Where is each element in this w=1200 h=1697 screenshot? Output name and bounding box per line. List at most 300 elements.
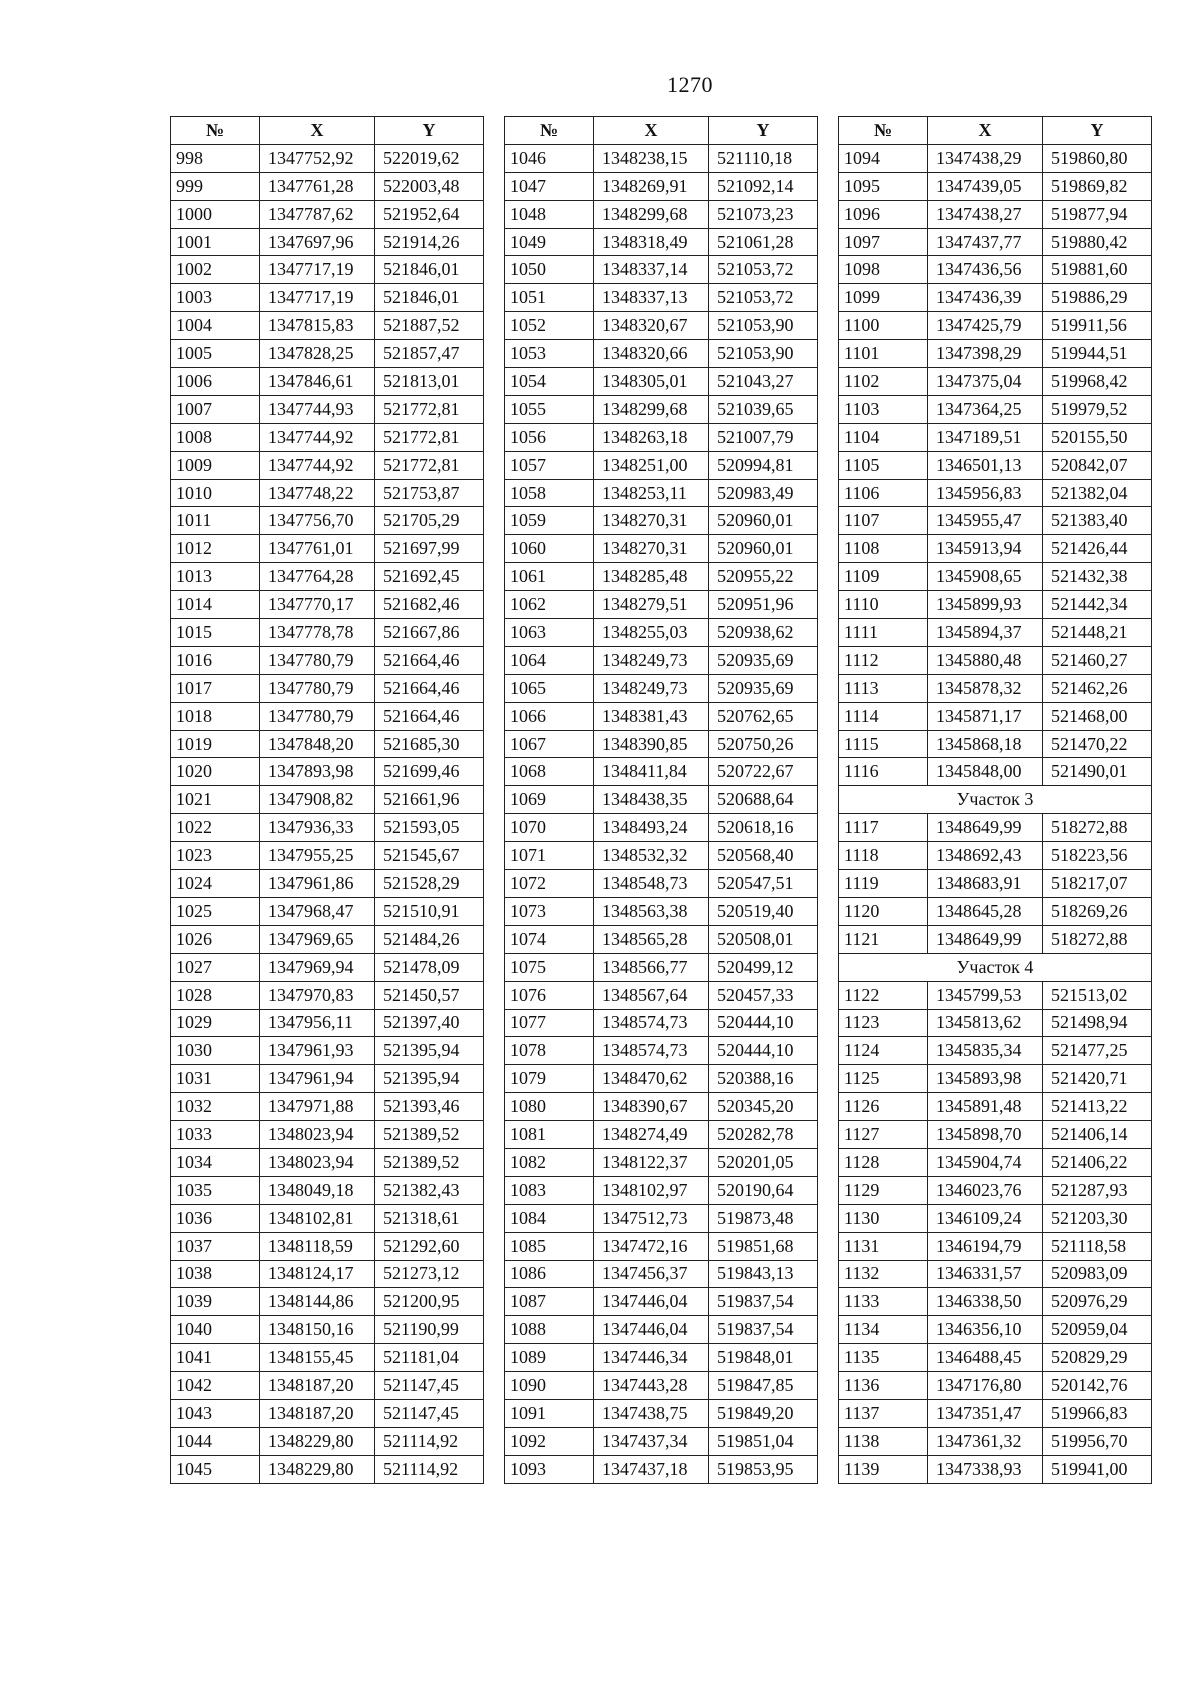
y-coordinate-cell: 521846,01 — [375, 284, 484, 312]
point-number-cell: 1024 — [171, 870, 260, 898]
table-row — [839, 144, 1152, 172]
point-number-cell: 1098 — [839, 256, 928, 284]
y-coordinate-cell: 519944,51 — [1043, 340, 1152, 368]
point-number-cell: 998 — [171, 144, 260, 172]
x-coordinate-cell: 1348269,91 — [594, 172, 709, 200]
table-row — [505, 507, 818, 535]
point-number-cell: 1137 — [839, 1399, 928, 1427]
point-number-cell: 1067 — [505, 730, 594, 758]
table-row — [839, 1204, 1152, 1232]
point-number-cell: 1097 — [839, 228, 928, 256]
y-coordinate-cell: 521545,67 — [375, 842, 484, 870]
header-row — [839, 117, 1152, 145]
table-row — [839, 619, 1152, 647]
point-number-cell: 1060 — [505, 535, 594, 563]
x-coordinate-cell: 1347955,25 — [260, 842, 375, 870]
y-coordinate-cell: 519847,85 — [709, 1372, 818, 1400]
x-coordinate-cell: 1348683,91 — [928, 870, 1043, 898]
point-number-cell: 1068 — [505, 758, 594, 786]
x-coordinate-cell: 1347969,65 — [260, 925, 375, 953]
y-coordinate-cell: 518223,56 — [1043, 842, 1152, 870]
x-coordinate-cell: 1348255,03 — [594, 619, 709, 647]
y-coordinate-cell: 521477,25 — [1043, 1037, 1152, 1065]
page-number: 1270 — [667, 72, 713, 97]
y-coordinate-cell: 519851,68 — [709, 1232, 818, 1260]
table-row — [839, 870, 1152, 898]
point-number-cell: 1122 — [839, 981, 928, 1009]
y-coordinate-cell: 520519,40 — [709, 897, 818, 925]
point-number-cell: 1057 — [505, 451, 594, 479]
y-coordinate-cell: 520983,09 — [1043, 1260, 1152, 1288]
x-coordinate-cell: 1347364,25 — [928, 395, 1043, 423]
y-coordinate-cell: 521043,27 — [709, 368, 818, 396]
x-coordinate-cell: 1348049,18 — [260, 1176, 375, 1204]
x-coordinate-cell: 1347778,78 — [260, 619, 375, 647]
table-row — [505, 144, 818, 172]
x-coordinate-cell: 1347338,93 — [928, 1455, 1043, 1483]
table-row — [171, 1288, 484, 1316]
table-row — [171, 1204, 484, 1232]
x-coordinate-cell: 1348411,84 — [594, 758, 709, 786]
point-number-cell: 999 — [171, 172, 260, 200]
point-number-cell: 1115 — [839, 730, 928, 758]
table-row — [171, 1316, 484, 1344]
table-row — [171, 674, 484, 702]
point-number-cell: 1086 — [505, 1260, 594, 1288]
x-coordinate-cell: 1345913,94 — [928, 535, 1043, 563]
point-number-cell: 1037 — [171, 1232, 260, 1260]
table-row — [505, 591, 818, 619]
point-number-cell: 1015 — [171, 619, 260, 647]
table-row — [171, 925, 484, 953]
x-coordinate-cell: 1347893,98 — [260, 758, 375, 786]
x-coordinate-cell: 1348532,32 — [594, 842, 709, 870]
y-coordinate-cell: 519941,00 — [1043, 1455, 1152, 1483]
y-coordinate-cell: 521053,90 — [709, 312, 818, 340]
header-number: № — [171, 117, 260, 145]
y-coordinate-cell: 521772,81 — [375, 423, 484, 451]
y-coordinate-cell: 521413,22 — [1043, 1093, 1152, 1121]
table-row — [171, 395, 484, 423]
x-coordinate-cell: 1348187,20 — [260, 1399, 375, 1427]
point-number-cell: 1001 — [171, 228, 260, 256]
table-row — [505, 1399, 818, 1427]
y-coordinate-cell: 520499,12 — [709, 953, 818, 981]
point-number-cell: 1101 — [839, 340, 928, 368]
x-coordinate-cell: 1345880,48 — [928, 646, 1043, 674]
x-coordinate-cell: 1348102,81 — [260, 1204, 375, 1232]
point-number-cell: 1091 — [505, 1399, 594, 1427]
point-number-cell: 1112 — [839, 646, 928, 674]
x-coordinate-cell: 1347748,22 — [260, 479, 375, 507]
x-coordinate-cell: 1348563,38 — [594, 897, 709, 925]
y-coordinate-cell: 520722,67 — [709, 758, 818, 786]
y-coordinate-cell: 519873,48 — [709, 1204, 818, 1232]
point-number-cell: 1119 — [839, 870, 928, 898]
y-coordinate-cell: 520282,78 — [709, 1121, 818, 1149]
y-coordinate-cell: 521664,46 — [375, 646, 484, 674]
point-number-cell: 1003 — [171, 284, 260, 312]
point-number-cell: 1004 — [171, 312, 260, 340]
point-number-cell: 1042 — [171, 1372, 260, 1400]
y-coordinate-cell: 521318,61 — [375, 1204, 484, 1232]
y-coordinate-cell: 521118,58 — [1043, 1232, 1152, 1260]
table-row — [839, 674, 1152, 702]
point-number-cell: 1071 — [505, 842, 594, 870]
x-coordinate-cell: 1345813,62 — [928, 1009, 1043, 1037]
table-row — [171, 1455, 484, 1483]
point-number-cell: 1043 — [171, 1399, 260, 1427]
point-number-cell: 1051 — [505, 284, 594, 312]
point-number-cell: 1123 — [839, 1009, 928, 1037]
y-coordinate-cell: 520568,40 — [709, 842, 818, 870]
point-number-cell: 1009 — [171, 451, 260, 479]
x-coordinate-cell: 1347936,33 — [260, 814, 375, 842]
point-number-cell: 1096 — [839, 200, 928, 228]
x-coordinate-cell: 1347512,73 — [594, 1204, 709, 1232]
point-number-cell: 1118 — [839, 842, 928, 870]
x-coordinate-cell: 1348645,28 — [928, 897, 1043, 925]
table-row — [171, 981, 484, 1009]
y-coordinate-cell: 520960,01 — [709, 535, 818, 563]
table-row — [505, 1093, 818, 1121]
table-row — [505, 1316, 818, 1344]
x-coordinate-cell: 1347189,51 — [928, 423, 1043, 451]
x-coordinate-cell: 1347908,82 — [260, 786, 375, 814]
x-coordinate-cell: 1345868,18 — [928, 730, 1043, 758]
x-coordinate-cell: 1348566,77 — [594, 953, 709, 981]
point-number-cell: 1104 — [839, 423, 928, 451]
y-coordinate-cell: 521846,01 — [375, 256, 484, 284]
point-number-cell: 1006 — [171, 368, 260, 396]
x-coordinate-cell: 1347446,04 — [594, 1316, 709, 1344]
x-coordinate-cell: 1346023,76 — [928, 1176, 1043, 1204]
y-coordinate-cell: 519881,60 — [1043, 256, 1152, 284]
x-coordinate-cell: 1345955,47 — [928, 507, 1043, 535]
x-coordinate-cell: 1348574,73 — [594, 1009, 709, 1037]
table-row — [505, 368, 818, 396]
header-y: Y — [1043, 117, 1152, 145]
y-coordinate-cell: 520951,96 — [709, 591, 818, 619]
x-coordinate-cell: 1348150,16 — [260, 1316, 375, 1344]
point-number-cell: 1087 — [505, 1288, 594, 1316]
table-row — [839, 1093, 1152, 1121]
x-coordinate-cell: 1348023,94 — [260, 1121, 375, 1149]
table-row — [505, 1009, 818, 1037]
point-number-cell: 1136 — [839, 1372, 928, 1400]
x-coordinate-cell: 1347697,96 — [260, 228, 375, 256]
x-coordinate-cell: 1345904,74 — [928, 1148, 1043, 1176]
table-row — [839, 730, 1152, 758]
point-number-cell: 1049 — [505, 228, 594, 256]
x-coordinate-cell: 1347780,79 — [260, 702, 375, 730]
y-coordinate-cell: 519956,70 — [1043, 1427, 1152, 1455]
table-row — [171, 340, 484, 368]
table-row — [839, 312, 1152, 340]
y-coordinate-cell: 521114,92 — [375, 1427, 484, 1455]
table-row — [505, 786, 818, 814]
table-row — [171, 1037, 484, 1065]
table-row — [505, 1148, 818, 1176]
x-coordinate-cell: 1348023,94 — [260, 1148, 375, 1176]
y-coordinate-cell: 521073,23 — [709, 200, 818, 228]
y-coordinate-cell: 521203,30 — [1043, 1204, 1152, 1232]
y-coordinate-cell: 521753,87 — [375, 479, 484, 507]
point-number-cell: 1093 — [505, 1455, 594, 1483]
table-row — [171, 1372, 484, 1400]
coordinate-table-3 — [838, 116, 1152, 1484]
x-coordinate-cell: 1348122,37 — [594, 1148, 709, 1176]
y-coordinate-cell: 521287,93 — [1043, 1176, 1152, 1204]
point-number-cell: 1075 — [505, 953, 594, 981]
point-number-cell: 1095 — [839, 172, 928, 200]
point-number-cell: 1081 — [505, 1121, 594, 1149]
x-coordinate-cell: 1347438,29 — [928, 144, 1043, 172]
y-coordinate-cell: 521692,45 — [375, 563, 484, 591]
y-coordinate-cell: 522003,48 — [375, 172, 484, 200]
table-row — [505, 256, 818, 284]
point-number-cell: 1090 — [505, 1372, 594, 1400]
y-coordinate-cell: 520155,50 — [1043, 423, 1152, 451]
table-row — [839, 395, 1152, 423]
y-coordinate-cell: 520142,76 — [1043, 1372, 1152, 1400]
x-coordinate-cell: 1348381,43 — [594, 702, 709, 730]
x-coordinate-cell: 1348649,99 — [928, 925, 1043, 953]
y-coordinate-cell: 520842,07 — [1043, 451, 1152, 479]
table-row — [839, 1232, 1152, 1260]
table-row — [505, 1372, 818, 1400]
point-number-cell: 1052 — [505, 312, 594, 340]
y-coordinate-cell: 521181,04 — [375, 1344, 484, 1372]
y-coordinate-cell: 520190,64 — [709, 1176, 818, 1204]
table-row — [505, 284, 818, 312]
x-coordinate-cell: 1347752,92 — [260, 144, 375, 172]
point-number-cell: 1058 — [505, 479, 594, 507]
point-number-cell: 1105 — [839, 451, 928, 479]
y-coordinate-cell: 519966,83 — [1043, 1399, 1152, 1427]
point-number-cell: 1021 — [171, 786, 260, 814]
y-coordinate-cell: 521382,04 — [1043, 479, 1152, 507]
point-number-cell: 1055 — [505, 395, 594, 423]
point-number-cell: 1065 — [505, 674, 594, 702]
y-coordinate-cell: 521442,34 — [1043, 591, 1152, 619]
table-row — [505, 312, 818, 340]
table-row — [505, 758, 818, 786]
point-number-cell: 1016 — [171, 646, 260, 674]
point-number-cell: 1124 — [839, 1037, 928, 1065]
table-row — [839, 1148, 1152, 1176]
x-coordinate-cell: 1348390,85 — [594, 730, 709, 758]
y-coordinate-cell: 521682,46 — [375, 591, 484, 619]
y-coordinate-cell: 521450,57 — [375, 981, 484, 1009]
point-number-cell: 1073 — [505, 897, 594, 925]
x-coordinate-cell: 1347756,70 — [260, 507, 375, 535]
point-number-cell: 1121 — [839, 925, 928, 953]
table-row — [839, 256, 1152, 284]
point-number-cell: 1092 — [505, 1427, 594, 1455]
point-number-cell: 1074 — [505, 925, 594, 953]
x-coordinate-cell: 1347969,94 — [260, 953, 375, 981]
y-coordinate-cell: 521914,26 — [375, 228, 484, 256]
x-coordinate-cell: 1347780,79 — [260, 674, 375, 702]
table-row — [171, 451, 484, 479]
table-row — [505, 870, 818, 898]
x-coordinate-cell: 1345908,65 — [928, 563, 1043, 591]
table-row — [505, 1065, 818, 1093]
x-coordinate-cell: 1348649,99 — [928, 814, 1043, 842]
table-row — [171, 172, 484, 200]
y-coordinate-cell: 521510,91 — [375, 897, 484, 925]
y-coordinate-cell: 521593,05 — [375, 814, 484, 842]
table-row — [171, 228, 484, 256]
point-number-cell: 1110 — [839, 591, 928, 619]
header-row — [505, 117, 818, 145]
table-row — [505, 814, 818, 842]
y-coordinate-cell: 520960,01 — [709, 507, 818, 535]
point-number-cell: 1002 — [171, 256, 260, 284]
point-number-cell: 1085 — [505, 1232, 594, 1260]
x-coordinate-cell: 1345835,34 — [928, 1037, 1043, 1065]
point-number-cell: 1050 — [505, 256, 594, 284]
x-coordinate-cell: 1346331,57 — [928, 1260, 1043, 1288]
point-number-cell: 1020 — [171, 758, 260, 786]
x-coordinate-cell: 1347438,75 — [594, 1399, 709, 1427]
point-number-cell: 1034 — [171, 1148, 260, 1176]
table-row — [839, 1427, 1152, 1455]
x-coordinate-cell: 1347961,94 — [260, 1065, 375, 1093]
point-number-cell: 1111 — [839, 619, 928, 647]
table-row — [171, 814, 484, 842]
point-number-cell: 1040 — [171, 1316, 260, 1344]
coordinate-table-2 — [504, 116, 818, 1484]
point-number-cell: 1107 — [839, 507, 928, 535]
y-coordinate-cell: 520201,05 — [709, 1148, 818, 1176]
y-coordinate-cell: 521490,01 — [1043, 758, 1152, 786]
table-row — [171, 591, 484, 619]
table-row — [171, 256, 484, 284]
point-number-cell: 1018 — [171, 702, 260, 730]
point-number-cell: 1082 — [505, 1148, 594, 1176]
x-coordinate-cell: 1347437,77 — [928, 228, 1043, 256]
table-row — [171, 1399, 484, 1427]
x-coordinate-cell: 1348187,20 — [260, 1372, 375, 1400]
table-row — [505, 1427, 818, 1455]
y-coordinate-cell: 519851,04 — [709, 1427, 818, 1455]
x-coordinate-cell: 1348251,00 — [594, 451, 709, 479]
point-number-cell: 1102 — [839, 368, 928, 396]
y-coordinate-cell: 521448,21 — [1043, 619, 1152, 647]
table-row — [505, 953, 818, 981]
x-coordinate-cell: 1348493,24 — [594, 814, 709, 842]
x-coordinate-cell: 1347961,86 — [260, 870, 375, 898]
y-coordinate-cell: 519911,56 — [1043, 312, 1152, 340]
table-row — [505, 395, 818, 423]
point-number-cell: 1008 — [171, 423, 260, 451]
table-row — [171, 368, 484, 396]
header-number: № — [505, 117, 594, 145]
x-coordinate-cell: 1347436,56 — [928, 256, 1043, 284]
x-coordinate-cell: 1347436,39 — [928, 284, 1043, 312]
point-number-cell: 1113 — [839, 674, 928, 702]
y-coordinate-cell: 521661,96 — [375, 786, 484, 814]
point-number-cell: 1019 — [171, 730, 260, 758]
point-number-cell: 1139 — [839, 1455, 928, 1483]
header-y: Y — [709, 117, 818, 145]
table-row — [171, 1009, 484, 1037]
point-number-cell: 1032 — [171, 1093, 260, 1121]
point-number-cell: 1012 — [171, 535, 260, 563]
table-row — [839, 1316, 1152, 1344]
x-coordinate-cell: 1347375,04 — [928, 368, 1043, 396]
point-number-cell: 1069 — [505, 786, 594, 814]
y-coordinate-cell: 521147,45 — [375, 1372, 484, 1400]
y-coordinate-cell: 519837,54 — [709, 1316, 818, 1344]
point-number-cell: 1048 — [505, 200, 594, 228]
point-number-cell: 1066 — [505, 702, 594, 730]
y-coordinate-cell: 521053,90 — [709, 340, 818, 368]
point-number-cell: 1010 — [171, 479, 260, 507]
y-coordinate-cell: 521952,64 — [375, 200, 484, 228]
x-coordinate-cell: 1348337,14 — [594, 256, 709, 284]
point-number-cell: 1000 — [171, 200, 260, 228]
x-coordinate-cell: 1348249,73 — [594, 646, 709, 674]
y-coordinate-cell: 519848,01 — [709, 1344, 818, 1372]
x-coordinate-cell: 1348567,64 — [594, 981, 709, 1009]
y-coordinate-cell: 520618,16 — [709, 814, 818, 842]
point-number-cell: 1129 — [839, 1176, 928, 1204]
y-coordinate-cell: 519853,95 — [709, 1455, 818, 1483]
x-coordinate-cell: 1347443,28 — [594, 1372, 709, 1400]
y-coordinate-cell: 521699,46 — [375, 758, 484, 786]
point-number-cell: 1028 — [171, 981, 260, 1009]
table-row — [505, 981, 818, 1009]
point-number-cell: 1044 — [171, 1427, 260, 1455]
y-coordinate-cell: 521292,60 — [375, 1232, 484, 1260]
table-row — [171, 312, 484, 340]
table-row — [505, 451, 818, 479]
table-row — [171, 1176, 484, 1204]
table-row — [171, 1093, 484, 1121]
point-number-cell: 1046 — [505, 144, 594, 172]
point-number-cell: 1079 — [505, 1065, 594, 1093]
header-x: X — [594, 117, 709, 145]
y-coordinate-cell: 521664,46 — [375, 674, 484, 702]
y-coordinate-cell: 521406,14 — [1043, 1121, 1152, 1149]
y-coordinate-cell: 518272,88 — [1043, 814, 1152, 842]
point-number-cell: 1041 — [171, 1344, 260, 1372]
table-row — [839, 340, 1152, 368]
x-coordinate-cell: 1347846,61 — [260, 368, 375, 396]
section-title: Участок 4 — [839, 953, 1152, 981]
section-row — [839, 786, 1152, 814]
section-title: Участок 3 — [839, 786, 1152, 814]
header-x: X — [260, 117, 375, 145]
y-coordinate-cell: 520508,01 — [709, 925, 818, 953]
table-row — [171, 702, 484, 730]
point-number-cell: 1078 — [505, 1037, 594, 1065]
table-row — [171, 842, 484, 870]
table-row — [839, 1372, 1152, 1400]
point-number-cell: 1022 — [171, 814, 260, 842]
x-coordinate-cell: 1347848,20 — [260, 730, 375, 758]
table-row — [505, 340, 818, 368]
table-row — [839, 368, 1152, 396]
y-coordinate-cell: 520976,29 — [1043, 1288, 1152, 1316]
x-coordinate-cell: 1347456,37 — [594, 1260, 709, 1288]
table-row — [839, 1176, 1152, 1204]
point-number-cell: 1132 — [839, 1260, 928, 1288]
x-coordinate-cell: 1347351,47 — [928, 1399, 1043, 1427]
